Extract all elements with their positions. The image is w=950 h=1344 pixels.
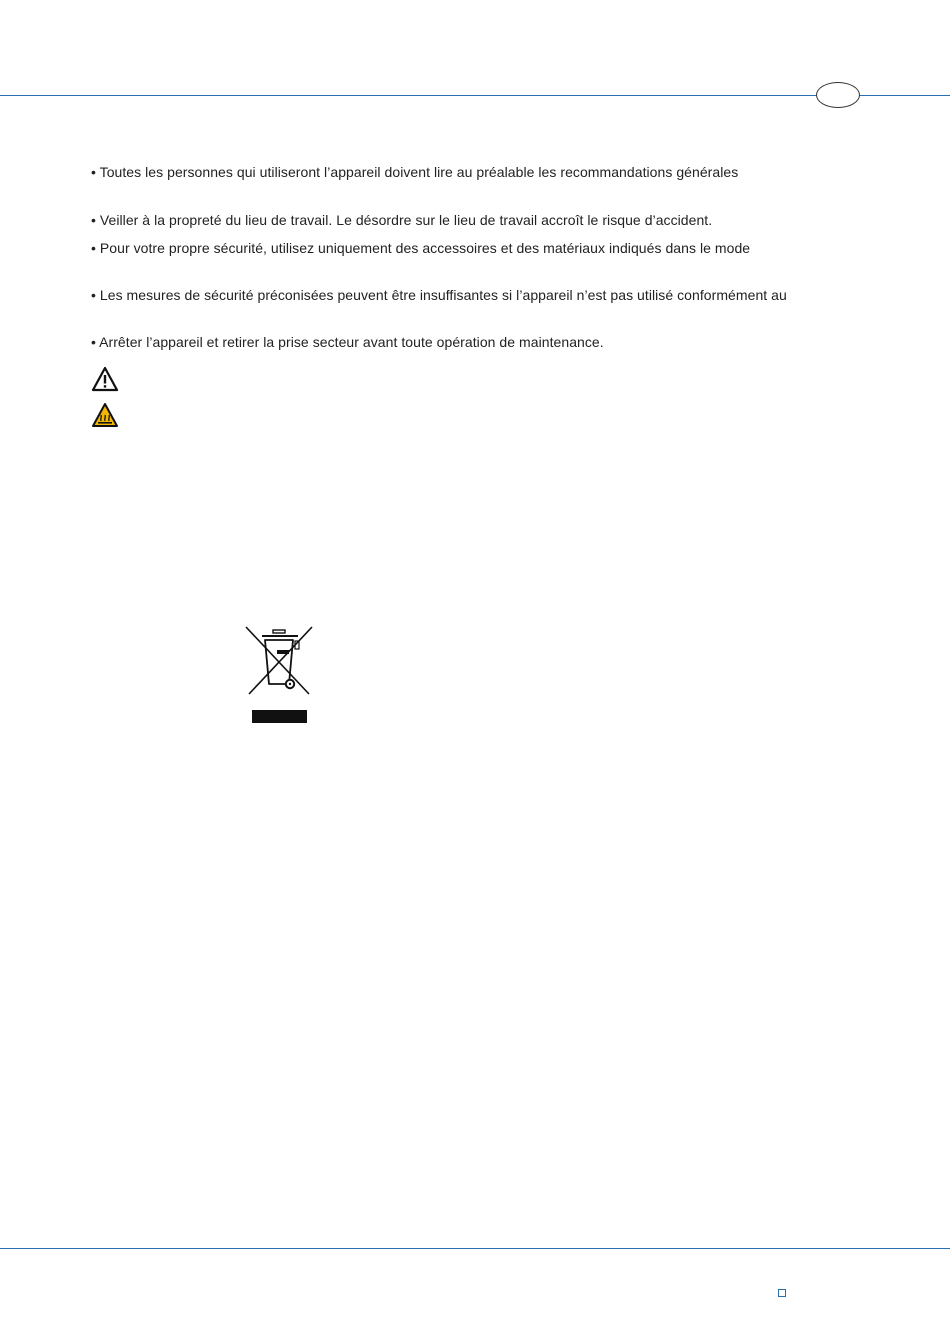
crossed-out-wheelie-bin-icon xyxy=(245,626,315,726)
top-rule xyxy=(0,95,950,96)
warning-triangle-icon xyxy=(91,366,119,392)
safety-bullet-2: • Veiller à la propreté du lieu de travail. Le désordre sur le lieu de travail accroît le risque d’accident. xyxy=(91,212,713,228)
safety-bullet-3: • Pour votre propre sécurité, utilisez uniquement des accessoires et des matériaux indiqués dans le mode xyxy=(91,240,751,256)
bottom-rule xyxy=(0,1248,950,1249)
safety-bullet-1: • Toutes les personnes qui utiliseront l’appareil doivent lire au préalable les recommandations générales xyxy=(91,164,739,180)
safety-bullet-5: • Arrêter l’appareil et retirer la prise secteur avant toute opération de maintenance. xyxy=(91,334,604,350)
language-badge xyxy=(816,82,860,108)
safety-bullet-4: • Les mesures de sécurité préconisées peuvent être insuffisantes si l’appareil n’est pas utilisé conformément au xyxy=(91,287,787,303)
hot-surface-warning-icon xyxy=(91,402,119,428)
footer-square-marker xyxy=(778,1289,786,1297)
